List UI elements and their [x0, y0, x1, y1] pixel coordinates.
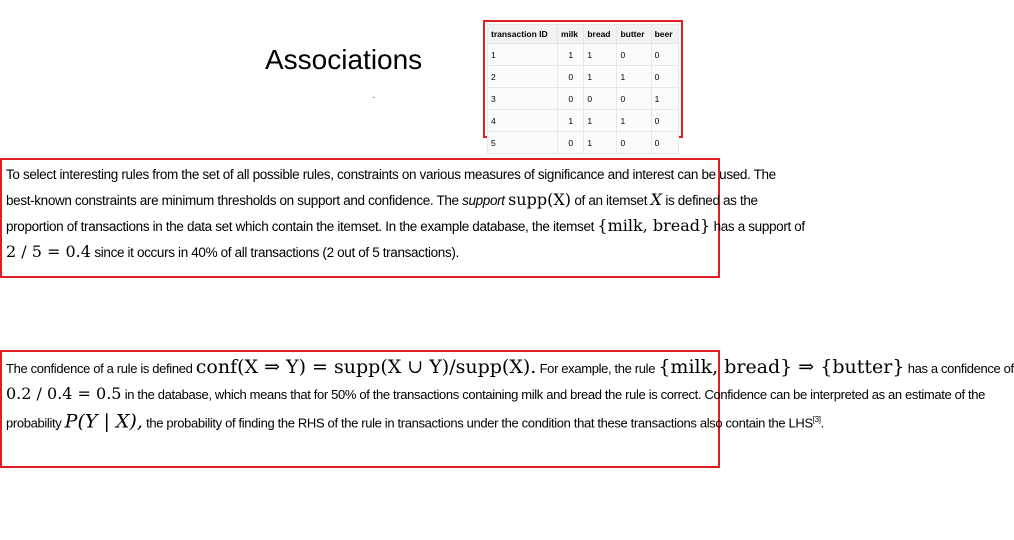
support-definition-box: [0, 158, 805, 278]
table-cell: 0: [617, 44, 650, 65]
confidence-text-line-3: [6, 407, 824, 435]
text-span: For example, the rule: [539, 361, 656, 376]
table-row: [488, 66, 678, 87]
stray-dot: ·: [372, 92, 376, 103]
table-cell: 0: [558, 88, 583, 109]
text-span: .: [820, 415, 824, 431]
support-text-line-1: [6, 162, 776, 187]
table-cell: 0: [558, 66, 583, 87]
text-span: the probability of finding the RHS of the rule in transactions under the condition that these transactions also contain the LHS: [146, 415, 813, 431]
table-cell: 4: [488, 110, 557, 131]
table-cell: 0: [558, 132, 583, 153]
support-text-line-2: [6, 187, 758, 213]
col-header-beer: beer: [652, 25, 678, 43]
confidence-text-line-1: [6, 355, 1014, 381]
citation-ref[interactable]: [3]: [812, 415, 821, 424]
table-row: [488, 110, 678, 131]
confidence-definition-box: [0, 350, 1014, 468]
formula-supp-x: supp(X): [508, 190, 571, 209]
table-cell: 0: [652, 66, 678, 87]
formula-confidence-value: 0.2 / 0.4 = 0.5: [6, 384, 122, 403]
col-header-butter: butter: [617, 25, 650, 43]
table-row: [488, 132, 678, 153]
formula-itemset: {milk, bread}: [597, 216, 711, 235]
formula-confidence: conf(X ⇒ Y) = supp(X ∪ Y)/supp(X).: [195, 356, 537, 378]
table-cell: 2: [488, 66, 557, 87]
confidence-text-line-2: [6, 381, 986, 407]
text-span: The confidence of a rule is defined: [6, 361, 193, 376]
text-span: of an itemset: [574, 193, 648, 208]
text-span: since it occurs in 40% of all transactions (2 out of 5 transactions).: [94, 245, 459, 260]
text-span: is defined as the: [665, 193, 758, 208]
table-cell: 0: [617, 132, 650, 153]
text-span: in the database, which means that for 50% of the transactions containing milk and bread the rule is correct. Confidence can be interpreted as an estimate of the: [124, 387, 986, 402]
table-cell: 1: [488, 44, 557, 65]
table-cell: 0: [652, 44, 678, 65]
table-header-row: [488, 25, 678, 43]
text-span: has a support of: [713, 219, 805, 234]
text-span: has a confidence of: [907, 361, 1014, 376]
support-text-line-4: [6, 239, 714, 265]
table-cell: 1: [558, 44, 583, 65]
col-header-milk: milk: [558, 25, 583, 43]
table-row: [488, 88, 678, 109]
support-text-line-3: [6, 213, 805, 239]
support-term: support: [462, 193, 505, 208]
table-row: [488, 44, 678, 65]
table-cell: 1: [617, 110, 650, 131]
slide-title: Associations: [265, 44, 423, 75]
table-cell: 5: [488, 132, 557, 153]
col-header-bread: bread: [584, 25, 616, 43]
table-cell: 1: [584, 66, 616, 87]
transaction-table: [487, 24, 679, 154]
table-cell: 1: [617, 66, 650, 87]
formula-rule: {milk, bread} ⇒ {butter}: [658, 356, 905, 378]
table-cell: 0: [652, 110, 678, 131]
table-cell: 3: [488, 88, 557, 109]
text-span: best-known constraints are minimum thresholds on support and confidence. The: [6, 193, 459, 208]
table-cell: 0: [652, 132, 678, 153]
table-cell: 1: [558, 110, 583, 131]
table-cell: 1: [584, 44, 616, 65]
text-span: proportion of transactions in the data set which contain the itemset. In the example database, the itemset: [6, 219, 595, 234]
table-cell: 1: [584, 132, 616, 153]
col-header-transaction-id: transaction ID: [488, 25, 557, 43]
formula-support-value: 2 / 5 = 0.4: [6, 242, 91, 261]
formula-x: X: [650, 190, 662, 209]
text-span: To select interesting rules from the set of all possible rules, constraints on various measures of significance and interest can be used. The: [6, 167, 776, 182]
table-cell: 0: [584, 88, 616, 109]
table-cell: 1: [584, 110, 616, 131]
transaction-table-frame: [483, 20, 683, 148]
text-span: probability: [6, 415, 62, 431]
table-cell: 0: [617, 88, 650, 109]
table-cell: 1: [652, 88, 678, 109]
formula-probability: P(Y | X),: [64, 410, 143, 433]
